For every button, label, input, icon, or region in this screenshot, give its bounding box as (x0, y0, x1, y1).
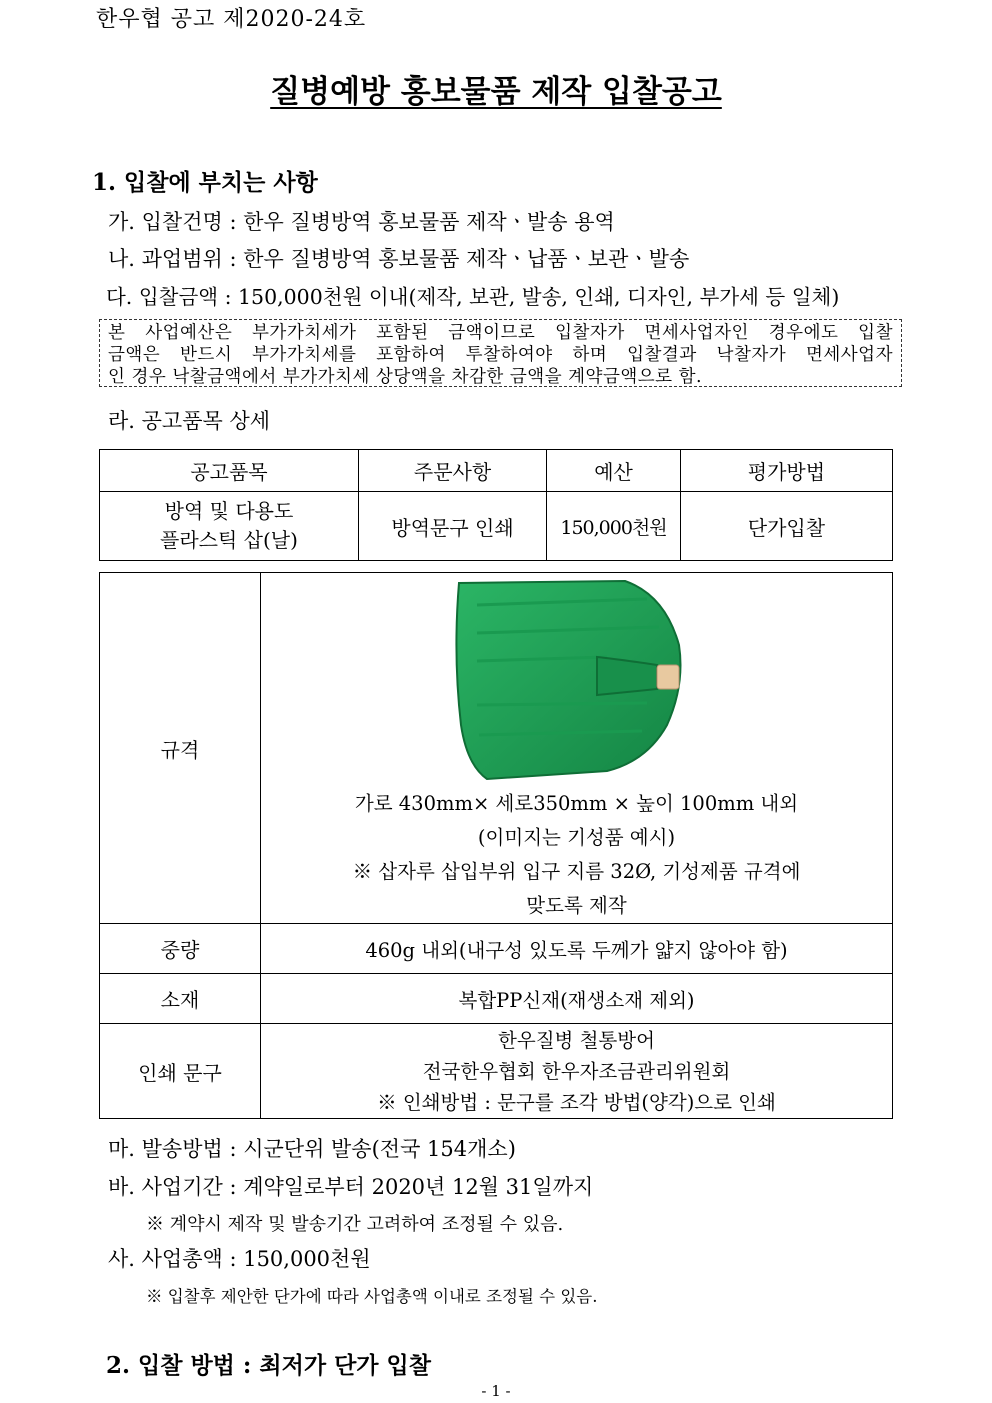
spec-label: 규격 (100, 573, 261, 924)
vat-notice-line: 본 사업예산은 부가가치세가 포함된 금액이므로 입찰자가 면세사업자인 경우에도 입찰 (108, 323, 893, 343)
print-label: 인쇄 문구 (100, 1024, 261, 1119)
project-period: 바. 사업기간 : 계약일로부터 2020년 12월 31일까지 (108, 1175, 594, 1199)
material-value: 복합PP신재(재생소재 제외) (261, 974, 893, 1024)
shovel-image (261, 573, 892, 787)
budget-cell: 150,000천원 (547, 492, 681, 561)
item-table-header-row (100, 450, 893, 492)
item-name-line: 방역 및 다용도 (164, 499, 294, 523)
vat-notice-box (99, 319, 902, 387)
print-cell (261, 1024, 893, 1119)
bid-name: 가. 입찰건명 : 한우 질병방역 홍보물품 제작ㆍ발송 용역 (108, 210, 615, 234)
spec-line: 맞도록 제작 (526, 894, 627, 917)
order-cell: 방역문구 인쇄 (358, 492, 546, 561)
section2-heading: 2. 입찰 방법 : 최저가 단가 입찰 (106, 1352, 431, 1379)
period-note: ※ 계약시 제작 및 발송기간 고려하여 조정될 수 있음. (146, 1214, 564, 1235)
spec-row (100, 573, 893, 924)
vat-notice-line: 금액은 반드시 부가가치세를 포함하여 투찰하여야 하며 입찰결과 낙찰자가 면세사업자 (108, 345, 893, 365)
page-title-text: 질병예방 홍보물품 제작 입찰공고 (270, 74, 722, 110)
item-name-line: 플라스틱 삽(날) (160, 528, 298, 552)
section1-heading: 1. 입찰에 부치는 사항 (92, 169, 318, 196)
page-title (0, 66, 992, 111)
print-line: 한우질병 철통방어 (498, 1028, 655, 1052)
work-scope: 나. 과업범위 : 한우 질병방역 홍보물품 제작ㆍ납품ㆍ보관ㆍ발송 (108, 247, 690, 271)
spec-table (99, 572, 893, 1119)
item-detail-heading: 라. 공고품목 상세 (108, 409, 271, 433)
item-name-cell (100, 492, 359, 561)
item-table (99, 449, 893, 561)
spec-cell (261, 573, 893, 924)
weight-value: 460g 내외(내구성 있도록 두께가 얇지 않아야 함) (261, 924, 893, 974)
header-budget: 예산 (547, 450, 681, 492)
print-row (100, 1024, 893, 1119)
vat-notice-line: 인 경우 낙찰금액에서 부가가치세 상당액을 차감한 금액을 계약금액으로 함. (108, 367, 703, 387)
header-order: 주문사항 (358, 450, 546, 492)
material-row (100, 974, 893, 1024)
total-note: ※ 입찰후 제안한 단가에 따라 사업총액 이내로 조정될 수 있음. (146, 1287, 598, 1306)
weight-row (100, 924, 893, 974)
notice-number: 한우협 공고 제2020-24호 (96, 7, 367, 32)
spec-line: 가로 430mm× 세로350mm × 높이 100mm 내외 (354, 792, 799, 815)
print-line: 전국한우협회 한우자조금관리위원회 (422, 1059, 731, 1083)
header-method: 평가방법 (680, 450, 892, 492)
bid-amount: 다. 입찰금액 : 150,000천원 이내(제작, 보관, 발송, 인쇄, 디자인, 부가세 등 일체) (106, 285, 840, 309)
total-amount: 사. 사업총액 : 150,000천원 (108, 1247, 371, 1271)
spec-line: ※ 삽자루 삽입부위 입구 지름 32Ø, 기성제품 규격에 (352, 860, 801, 883)
method-cell: 단가입찰 (680, 492, 892, 561)
header-item: 공고품목 (100, 450, 359, 492)
shipping-method: 마. 발송방법 : 시군단위 발송(전국 154개소) (108, 1137, 516, 1161)
weight-label: 중량 (100, 924, 261, 974)
material-label: 소재 (100, 974, 261, 1024)
spec-line: (이미지는 기성품 예시) (477, 826, 676, 849)
shovel-icon (447, 575, 707, 785)
print-line: ※ 인쇄방법 : 문구를 조각 방법(양각)으로 인쇄 (377, 1090, 776, 1114)
page-number: - 1 - (481, 1382, 511, 1400)
table-row (100, 492, 893, 561)
